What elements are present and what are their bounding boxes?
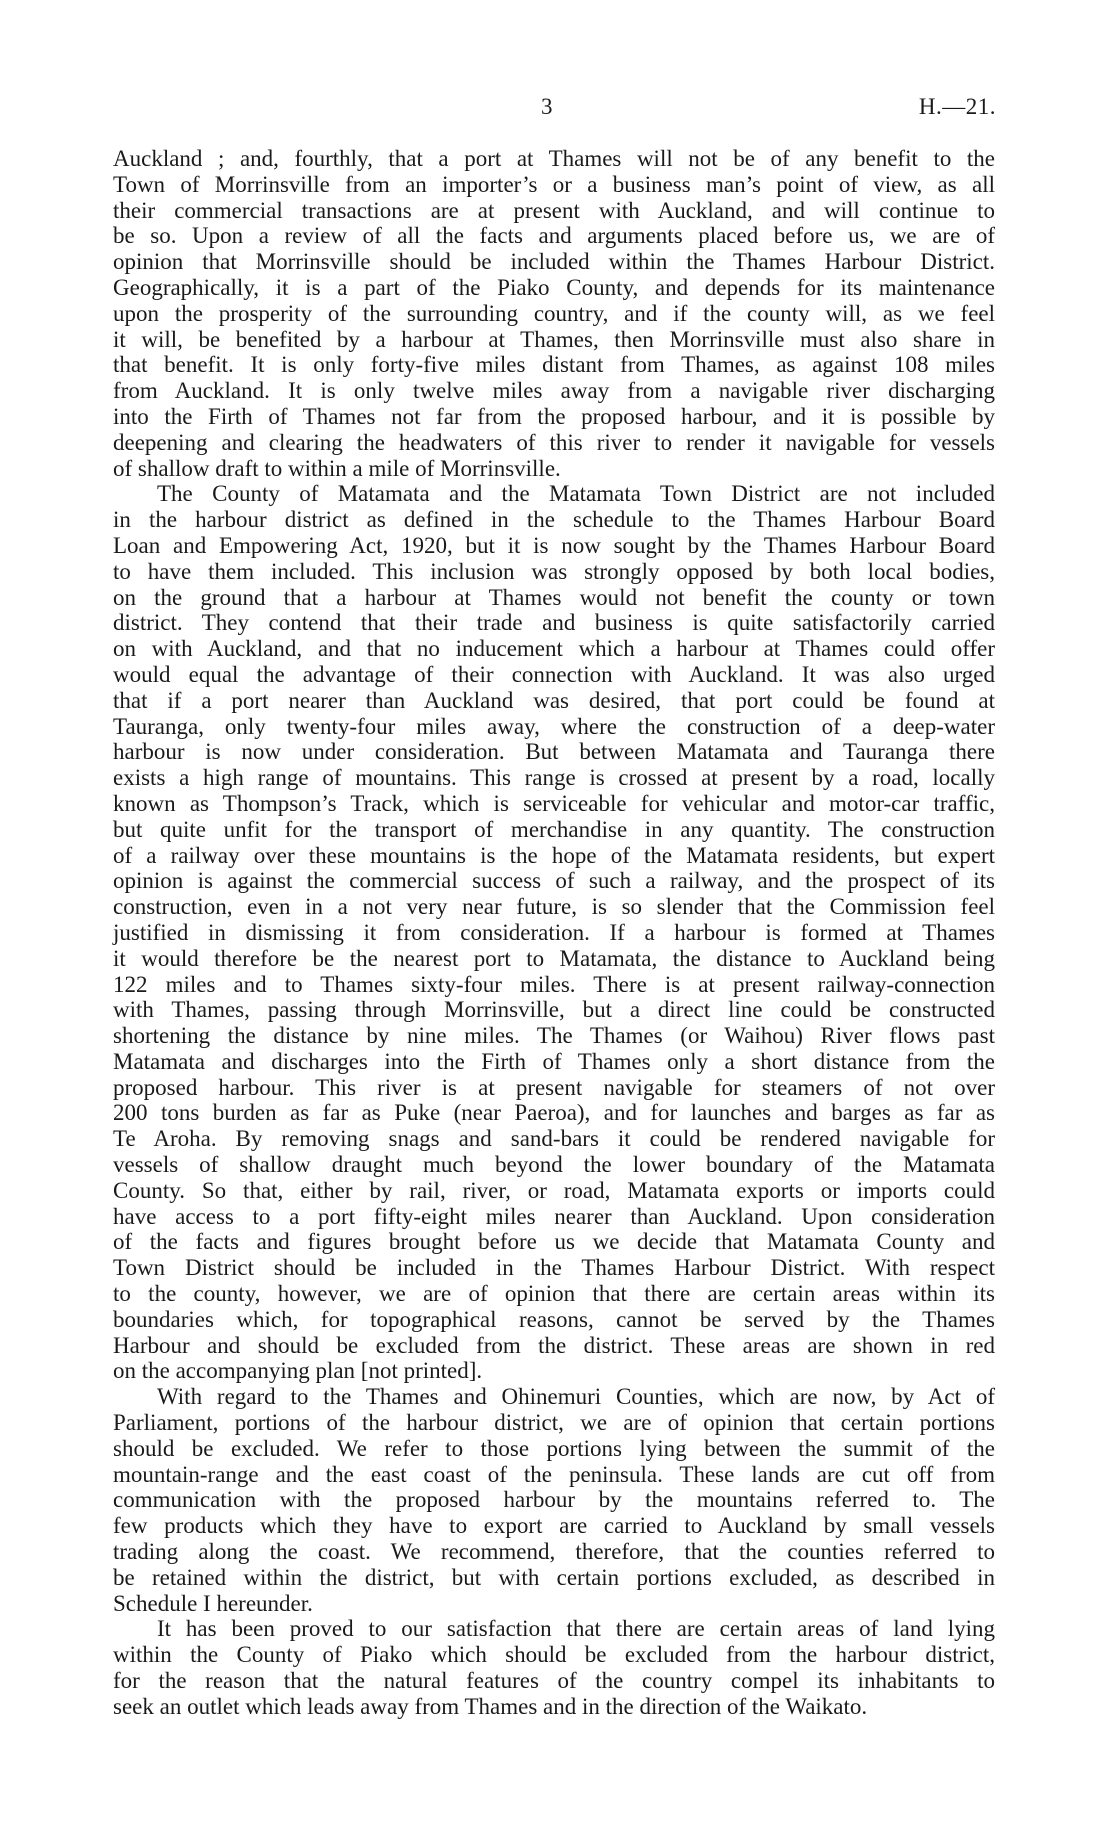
text-line: The County of Matamata and the Matamata Town District are not included	[157, 481, 995, 507]
text-line: their commercial transactions are at present with Auckland, and will continue to	[113, 197, 995, 223]
text-line: on with Auckland, and that no inducement which a harbour at Thames could offer	[113, 636, 995, 662]
text-line: Loan and Empowering Act, 1920, but it is now sought by the Thames Harbour Board	[113, 532, 995, 558]
text-line: district. They contend that their trade and business is quite satisfactorily carried	[113, 610, 995, 636]
text-line: into the Firth of Thames not far from the proposed harbour, and it is possible by	[113, 403, 995, 429]
paragraph	[113, 146, 995, 481]
text-line: upon the prosperity of the surrounding country, and if the county will, as we feel	[113, 300, 995, 326]
text-line: Auckland ; and, fourthly, that a port at Thames will not be of any benefit to the	[113, 146, 995, 171]
text-line: be retained within the district, but with certain portions excluded, as described in	[113, 1564, 995, 1590]
text-line: should be excluded. We refer to those portions lying between the summit of the	[113, 1435, 995, 1461]
text-line: justified in dismissing it from consideration. If a harbour is formed at Thames	[113, 919, 995, 945]
text-line: boundaries which, for topographical reasons, cannot be served by the Thames	[113, 1306, 995, 1332]
text-line: construction, even in a not very near future, is so slender that the Commission feel	[113, 894, 995, 920]
text-line: exists a high range of mountains. This range is crossed at present by a road, locally	[113, 765, 995, 791]
text-line: Tauranga, only twenty-four miles away, where the construction of a deep-water	[113, 713, 995, 739]
text-line: Town of Morrinsville from an importer’s or a business man’s point of view, as all	[113, 171, 995, 197]
text-line: that if a port nearer than Auckland was desired, that port could be found at	[113, 687, 995, 713]
text-line: few products which they have to export are carried to Auckland by small vessels	[113, 1513, 995, 1539]
text-line: to have them included. This inclusion was strongly opposed by both local bodies,	[113, 558, 995, 584]
text-line: Harbour and should be excluded from the district. These areas are shown in red	[113, 1332, 995, 1358]
text-line: With regard to the Thames and Ohinemuri Counties, which are now, by Act of	[157, 1384, 995, 1410]
text-line: Town District should be included in the Thames Harbour District. With respect	[113, 1255, 995, 1281]
text-line: it would therefore be the nearest port to Matamata, the distance to Auckland being	[113, 945, 995, 971]
text-line: of shallow draft to within a mile of Morrinsville.	[113, 455, 561, 481]
text-line: opinion is against the commercial success of such a railway, and the prospect of its	[113, 868, 995, 894]
text-line: have access to a port fifty-eight miles nearer than Auckland. Upon consideration	[113, 1203, 995, 1229]
text-line: but quite unfit for the transport of merchandise in any quantity. The construction	[113, 816, 995, 842]
text-line: within the County of Piako which should be excluded from the harbour district,	[113, 1642, 995, 1668]
text-line: shortening the distance by nine miles. The Thames (or Waihou) River flows past	[113, 1023, 995, 1049]
paragraph	[113, 481, 995, 1384]
text-line: would equal the advantage of their connection with Auckland. It was also urged	[113, 661, 995, 687]
text-line: Schedule I hereunder.	[113, 1590, 313, 1616]
paragraph	[113, 1384, 995, 1616]
text-line: trading along the coast. We recommend, therefore, that the counties referred to	[113, 1539, 995, 1565]
text-line: seek an outlet which leads away from Thames and in the direction of the Waikato.	[113, 1693, 868, 1719]
text-line: 200 tons burden as far as Puke (near Paeroa), and for launches and barges as far as	[113, 1100, 995, 1126]
text-line: harbour is now under consideration. But between Matamata and Tauranga there	[113, 739, 995, 765]
text-line: on the accompanying plan [not printed].	[113, 1358, 483, 1384]
text-line: communication with the proposed harbour by the mountains referred to. The	[113, 1487, 995, 1513]
text-line: of a railway over these mountains is the hope of the Matamata residents, but expert	[113, 842, 995, 868]
text-line: Geographically, it is a part of the Piako County, and depends for its maintenance	[113, 274, 995, 300]
text-line: known as Thompson’s Track, which is serviceable for vehicular and motor-car traffic,	[113, 790, 995, 816]
text-line: Te Aroha. By removing snags and sand-bars it could be rendered navigable for	[113, 1126, 995, 1152]
text-line: be so. Upon a review of all the facts and arguments placed before us, we are of	[113, 223, 995, 249]
text-line: mountain-range and the east coast of the peninsula. These lands are cut off from	[113, 1461, 995, 1487]
text-line: Parliament, portions of the harbour district, we are of opinion that certain portions	[113, 1410, 995, 1436]
text-line: in the harbour district as defined in the schedule to the Thames Harbour Board	[113, 507, 995, 533]
text-line: on the ground that a harbour at Thames would not benefit the county or town	[113, 584, 995, 610]
text-line: vessels of shallow draught much beyond the lower boundary of the Matamata	[113, 1152, 995, 1178]
body-text	[113, 146, 995, 1720]
paragraph	[113, 1616, 995, 1719]
text-line: proposed harbour. This river is at present navigable for steamers of not over	[113, 1074, 995, 1100]
document-reference: H.—21.	[918, 94, 996, 119]
text-line: It has been proved to our satisfaction that there are certain areas of land lying	[157, 1616, 995, 1642]
page-number: 3	[541, 94, 553, 119]
text-line: opinion that Morrinsville should be included within the Thames Harbour District.	[113, 249, 995, 275]
text-line: 122 miles and to Thames sixty-four miles. There is at present railway-connection	[113, 971, 995, 997]
text-line: for the reason that the natural features of the country compel its inhabitants to	[113, 1668, 995, 1694]
text-line: from Auckland. It is only twelve miles away from a navigable river discharging	[113, 378, 995, 404]
text-line: to the county, however, we are of opinion that there are certain areas within its	[113, 1281, 995, 1307]
text-line: County. So that, either by rail, river, or road, Matamata exports or imports could	[113, 1177, 995, 1203]
text-line: with Thames, passing through Morrinsville, but a direct line could be constructed	[113, 997, 995, 1023]
text-line: of the facts and figures brought before us we decide that Matamata County and	[113, 1229, 995, 1255]
text-line: Matamata and discharges into the Firth of Thames only a short distance from the	[113, 1048, 995, 1074]
text-line: that benefit. It is only forty-five miles distant from Thames, as against 108 miles	[113, 352, 995, 378]
text-line: deepening and clearing the headwaters of this river to render it navigable for vessels	[113, 429, 995, 455]
text-line: it will, be benefited by a harbour at Thames, then Morrinsville must also share in	[113, 326, 995, 352]
